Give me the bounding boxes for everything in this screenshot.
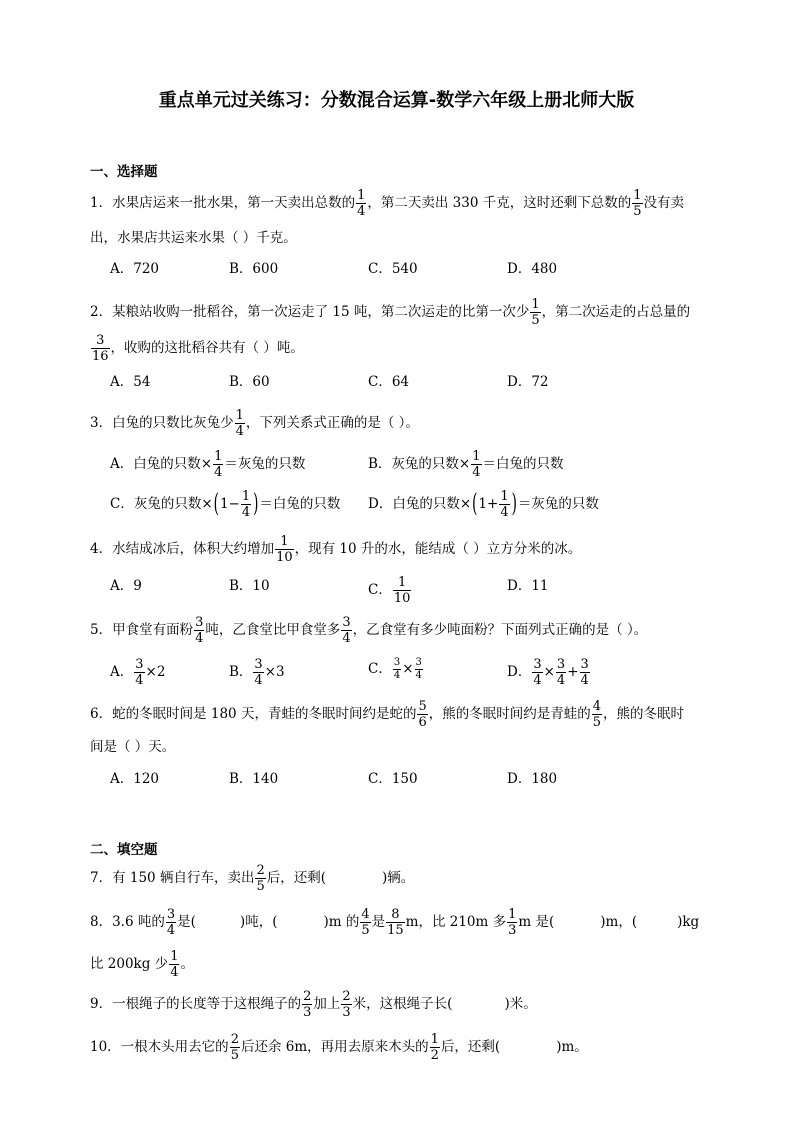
section-fill-heading: 二、填空题: [90, 842, 158, 858]
q2-option-b[interactable]: B．60: [229, 374, 270, 390]
question-3: [90, 409, 419, 438]
q5-fraction-1: $\frac{3}{4}$: [195, 615, 204, 646]
q2-text-1: 2．某粮站收购一批稻谷，第一次运走了 15 吨，第二次运走的比第一次少: [90, 304, 530, 320]
q4-option-c[interactable]: C． $\frac{1}{10}$: [368, 575, 411, 606]
question-4: [90, 535, 581, 564]
q5-option-c[interactable]: C． $\frac{3}{4}$ × $\frac{3}{4}$: [368, 657, 422, 681]
q1-fraction-1: $\frac{1}{4}$: [357, 188, 366, 219]
q6-text-3: ，熊的冬眠时: [603, 706, 685, 722]
q6-fraction-2: $\frac{4}{5}$: [592, 699, 602, 730]
q3-option-d[interactable]: D．白兔的只数×(1+ $\frac{1}{4}$ )＝灰兔的只数: [368, 488, 599, 520]
q1-text-1: 1．水果店运来一批水果，第一天卖出总数的: [90, 195, 356, 211]
q3-option-c[interactable]: C．灰兔的只数×(1− $\frac{1}{4}$ )＝白兔的只数: [110, 488, 341, 520]
q3-fraction: $\frac{1}{4}$: [235, 408, 244, 439]
q3-text-1: 3．白兔的只数比灰兔少: [90, 415, 234, 431]
question-8: 8．3.6 吨的 $\frac{3}{4}$ 是( )吨，( )m 的 $\frac{4}{5}$ 是 $\frac{8}{15}$ m，比 210m 多 $\frac{1}{3}$ m 是( )m，( )kg: [90, 907, 700, 938]
q1-option-c[interactable]: C．540: [368, 261, 418, 277]
question-2-cont: [90, 334, 304, 363]
q2-option-c[interactable]: C．64: [368, 374, 410, 390]
q4-text-1: 4．水结成冰后，体积大约增加: [90, 541, 275, 557]
q6-option-d[interactable]: D．180: [507, 771, 558, 787]
q2-text-2: ，第二次运走的占总量的: [541, 304, 691, 320]
q4-text-2: ，现有 10 升的水，能结成（ ）立方分米的冰。: [294, 541, 582, 557]
q2-fraction-2: $\frac{3}{16}$: [92, 333, 109, 364]
question-8-cont: 比 200kg 少 $\frac{1}{4}$ 。: [90, 949, 194, 980]
page-title: 重点单元过关练习：分数混合运算-数学六年级上册北师大版: [158, 90, 635, 111]
q5-text-1: 5．甲食堂有面粉: [90, 622, 194, 638]
q7-fraction: $\frac{2}{5}$: [256, 863, 265, 894]
q2-text-3: ，收购的这批稻谷共有（ ）吨。: [110, 340, 304, 356]
q6-option-a[interactable]: A．120: [110, 771, 160, 787]
q4-fraction: $\frac{1}{10}$: [276, 534, 293, 565]
q6-fraction-1: $\frac{5}{6}$: [418, 699, 427, 730]
q1-option-d[interactable]: D．480: [507, 261, 558, 277]
question-9: 9．一根绳子的长度等于这根绳子的 $\frac{2}{3}$ 加上 $\frac{2}{3}$ 米，这根绳子长( )米。: [90, 989, 537, 1020]
q4-option-b[interactable]: B．10: [229, 578, 270, 594]
q1-text-4: 出，水果店共运来水果（ ）千克。: [90, 230, 297, 246]
q5-option-b[interactable]: B． $\frac{3}{4}$ ×3: [229, 657, 285, 688]
q5-fraction-2: $\frac{3}{4}$: [342, 615, 351, 646]
q2-option-a[interactable]: A．54: [110, 374, 151, 390]
q2-fraction-1: $\frac{1}{5}$: [531, 297, 540, 328]
q4-option-d[interactable]: D．11: [507, 578, 549, 594]
question-5: [90, 616, 647, 645]
q2-option-d[interactable]: D．72: [507, 374, 549, 390]
q5-text-2: 吨，乙食堂比甲食堂多: [205, 622, 341, 638]
q6-text-4: 间是（ ）天。: [90, 739, 176, 755]
q5-option-a[interactable]: A． $\frac{3}{4}$ ×2: [110, 657, 166, 688]
q3-option-b[interactable]: B．灰兔的只数× $\frac{1}{4}$ ＝白兔的只数: [368, 449, 564, 480]
q5-option-d[interactable]: D． $\frac{3}{4}$ × $\frac{3}{4}$ + $\frac{3}{4}$: [507, 657, 589, 688]
question-10: 10．一根木头用去它的 $\frac{2}{5}$ 后还余 6m，再用去原来木头的 $\frac{1}{2}$ 后，还剩( )m。: [90, 1032, 588, 1063]
q3-text-2: ，下列关系式正确的是（ ）。: [245, 415, 419, 431]
q3-option-a[interactable]: A．白兔的只数× $\frac{1}{4}$ ＝灰兔的只数: [110, 449, 306, 480]
q6-option-c[interactable]: C．150: [368, 771, 418, 787]
q1-option-a[interactable]: A．720: [110, 261, 160, 277]
question-1: [90, 189, 684, 218]
q6-text-2: ，熊的冬眠时间约是青蛙的: [428, 706, 591, 722]
question-2: [90, 298, 690, 327]
q6-option-b[interactable]: B．140: [229, 771, 279, 787]
section-choice-heading: 一、选择题: [90, 164, 158, 180]
q1-text-3: 没有卖: [643, 195, 685, 211]
q4-option-a[interactable]: A．9: [110, 578, 142, 594]
q1-option-b[interactable]: B．600: [229, 261, 279, 277]
q5-text-3: ，乙食堂有多少吨面粉？下面列式正确的是（ ）。: [352, 622, 648, 638]
q1-text-2: ，第二天卖出 330 千克，这时还剩下总数的: [367, 195, 632, 211]
q6-text-1: 6．蛇的冬眠时间是 180 天，青蛙的冬眠时间约是蛇的: [90, 706, 417, 722]
question-6: [90, 700, 684, 729]
question-7: 7．有 150 辆自行车，卖出 $\frac{2}{5}$ 后，还剩( )辆。: [90, 863, 415, 894]
q1-fraction-2: $\frac{1}{5}$: [633, 188, 642, 219]
